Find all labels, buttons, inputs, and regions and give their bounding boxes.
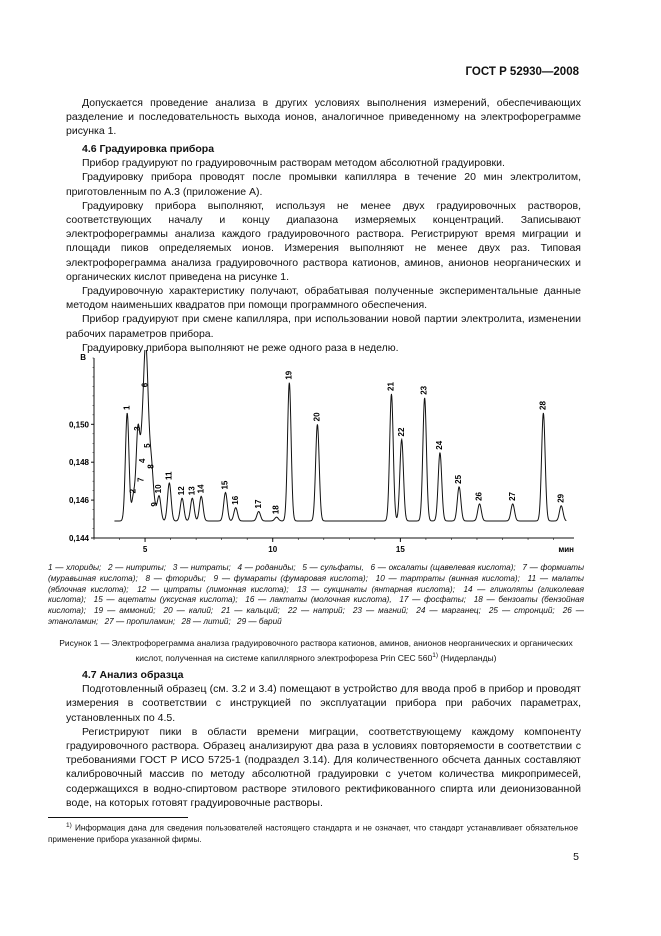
peak-label: 23 xyxy=(419,385,429,395)
legend-item: 19 — аммоний; xyxy=(93,606,156,616)
peak-label: 13 xyxy=(187,486,197,496)
peak-label: 3 xyxy=(133,426,143,431)
peak-label: 22 xyxy=(396,427,406,437)
peak-label: 25 xyxy=(454,474,464,484)
footnote-mark: 1) xyxy=(66,822,72,829)
figure-caption-text: Рисунок 1 — Электрофореграмма анализа градуировочного раствора катионов, аминов, анионов неорганических и органических кислот, полученная на системе капиллярного электрофореза Prin CEC 560 xyxy=(59,638,573,663)
document-header: ГОСТ Р 52930—2008 xyxy=(465,66,579,78)
legend-item: 3 — нитраты; xyxy=(172,563,231,572)
legend-item: 28 — литий; xyxy=(181,616,231,626)
peak-label: 8 xyxy=(146,464,156,469)
x-tick-label: 5 xyxy=(142,545,148,554)
peak-label: 7 xyxy=(136,477,146,482)
intro-paragraph: Допускается проведение анализа в других условиях выполнения измерений, обеспечивающих разделение и последовательность выхода ионов, аналогичное приведенному на электрофореграмме рисунка 1. xyxy=(66,97,581,138)
footnote-text: Информация дана для сведения пользователей настоящего стандарта и не означает, что стандарт устанавливает обязательное применение прибора указанной фирмы. xyxy=(48,823,578,844)
legend-item: 1 — хлориды; xyxy=(48,563,102,572)
figure-caption xyxy=(48,638,584,664)
legend-item: 29 — барий xyxy=(237,616,282,626)
figure-legend xyxy=(48,563,584,628)
peak-label: 17 xyxy=(253,499,263,509)
legend-item: 14 — гликоляты (гликолевая кислота); xyxy=(48,584,584,605)
legend-item: 2 — нитриты; xyxy=(107,563,167,572)
electropherogram-chart xyxy=(66,350,586,560)
legend-item: 8 — фториды; xyxy=(145,573,206,583)
legend-item: 23 — магний; xyxy=(352,606,409,616)
legend-item: 9 — фумараты (фумаровая кислота); xyxy=(213,573,368,583)
section-4-6 xyxy=(66,142,581,355)
peak-label: 9 xyxy=(149,502,159,507)
paragraph: Градуировку прибора выполняют не реже одного раза в неделю. xyxy=(82,341,399,354)
y-tick-label: 0,144 xyxy=(68,534,89,543)
legend-item: 22 — натрий; xyxy=(287,606,345,616)
page-number: 5 xyxy=(573,851,579,863)
legend-item: 16 — лактаты (молочная кислота), xyxy=(245,595,392,605)
peak-label: 1 xyxy=(122,405,132,410)
footnote-ref: 1) xyxy=(432,651,438,659)
y-tick-label: 0,150 xyxy=(68,420,89,430)
legend-item: 25 — стронций; xyxy=(488,606,555,616)
paragraph: Градуировку прибора проводят после промывки капилляра в течение 20 мин электролитом, приготовленным по А.3 (приложение А). xyxy=(66,171,581,198)
peak-label: 5 xyxy=(143,443,153,448)
peak-label: 14 xyxy=(196,484,206,494)
legend-item: 6 — оксалаты (щавелевая кислота); xyxy=(370,563,516,572)
intro-block xyxy=(66,96,581,139)
legend-item: 12 — цитраты (лимонная кислота); xyxy=(137,584,289,594)
peak-label: 18 xyxy=(271,505,281,515)
x-tick-label: 15 xyxy=(395,545,405,554)
paragraph: Прибор градуируют при смене капилляра, при использовании новой партии электролита, изменении рабочих параметров прибора. xyxy=(66,313,581,340)
paragraph: Прибор градуируют по градуировочным растворам методом абсолютной градуировки. xyxy=(82,157,505,170)
paragraph: Подготовленный образец (см. 3.2 и 3.4) помещают в устройство для ввода проб в прибор и проводят измерения в соответствии с инструкцией по эксплуатации прибора при рабочих параметрах, установленных по 4.5. xyxy=(66,683,581,724)
section-4-7-title: 4.7 Анализ образца xyxy=(82,669,184,681)
peak-label: 6 xyxy=(140,382,150,388)
paragraph: Градуировку прибора выполняют, используя не менее двух градуировочных растворов, соответствующих началу и концу диапазона измеряемых концентраций. Записывают электрофореграммы анализа каждого градуировочного раствора. Регистрируют время миграции и площади пиков определяемых ионов. Измерения выполняют не менее двух раз. Типовая электрофореграмма анализа градуировочного раствора катионов, аминов, анионов неорганических и органических кислот приведена на рисунке 1. xyxy=(66,199,581,283)
y-tick-label: 0,146 xyxy=(68,496,89,506)
x-axis-label: мин xyxy=(558,545,574,554)
peak-label: 16 xyxy=(230,495,240,505)
y-axis-label: В xyxy=(80,353,86,362)
peak-label: 27 xyxy=(507,491,517,501)
legend-item: 24 — марганец; xyxy=(416,606,481,616)
section-4-6-title: 4.6 Градуировка прибора xyxy=(82,143,215,155)
peak-label: 26 xyxy=(474,491,484,501)
footnote-rule xyxy=(48,817,188,818)
peak-label: 24 xyxy=(435,440,445,450)
peak-label: 21 xyxy=(386,382,396,391)
legend-item: 17 — фосфаты; xyxy=(399,595,467,605)
peak-label: 11 xyxy=(164,471,174,481)
peak-label: 10 xyxy=(154,484,164,494)
legend-item: 7 — формиаты (муравьиная кислота); xyxy=(48,563,584,583)
peak-label: 20 xyxy=(312,412,322,422)
peak-label: 28 xyxy=(538,401,548,410)
legend-item: 18 — бензоаты (бензойная кислота); xyxy=(48,595,585,616)
legend-item: 27 — пропиламин; xyxy=(104,616,176,626)
legend-item: 13 — сукцинаты (янтарная кислота); xyxy=(297,584,455,594)
legend-item: 5 — сульфаты, xyxy=(302,563,364,572)
section-4-7 xyxy=(66,668,581,810)
legend-item: 10 — тартраты (винная кислота); xyxy=(375,573,520,583)
figure-caption-tail: (Нидерланды) xyxy=(437,652,497,663)
peak-label: 29 xyxy=(556,493,566,503)
peak-label: 19 xyxy=(284,370,294,380)
peak-label: 2 xyxy=(128,488,138,494)
peak-label: 15 xyxy=(220,480,230,490)
legend-item: 11 — малаты (яблочная кислота); xyxy=(48,573,584,594)
x-tick-label: 10 xyxy=(268,545,278,554)
legend-item: 21 — кальций; xyxy=(221,606,280,616)
legend-item: 4 — роданиды; xyxy=(237,563,296,572)
peak-label: 12 xyxy=(177,486,187,496)
legend-item: 15 — ацетаты (уксусная кислота); xyxy=(93,595,238,605)
peak-label: 4 xyxy=(138,458,148,463)
legend-item: 26 — этаноламин; xyxy=(48,606,584,626)
legend-item: 20 — калий; xyxy=(163,606,214,616)
y-tick-label: 0,148 xyxy=(68,458,89,468)
footnote xyxy=(48,820,578,845)
paragraph: Регистрируют пики в области времени миграции, соответствующему каждому компоненту градуировочного раствора. Образец анализируют два раза в условиях повторяемости в соответствии с требованиями ГОСТ Р ИСО 5725-1 (подраздел 3.14). Для количественного обсчета данных составляют калибровочный массив по методу абсолютной градуировки с учетом количества микропримесей, содержащихся в водно-спиртовом растворе этилового ректификованного спирта или деионизованной воде, на которых готовят градуировочные растворы. xyxy=(66,725,581,809)
paragraph: Градуировочную характеристику получают, обрабатывая полученные экспериментальные данные методом наименьших квадратов при помощи программного обеспечения. xyxy=(66,285,581,312)
